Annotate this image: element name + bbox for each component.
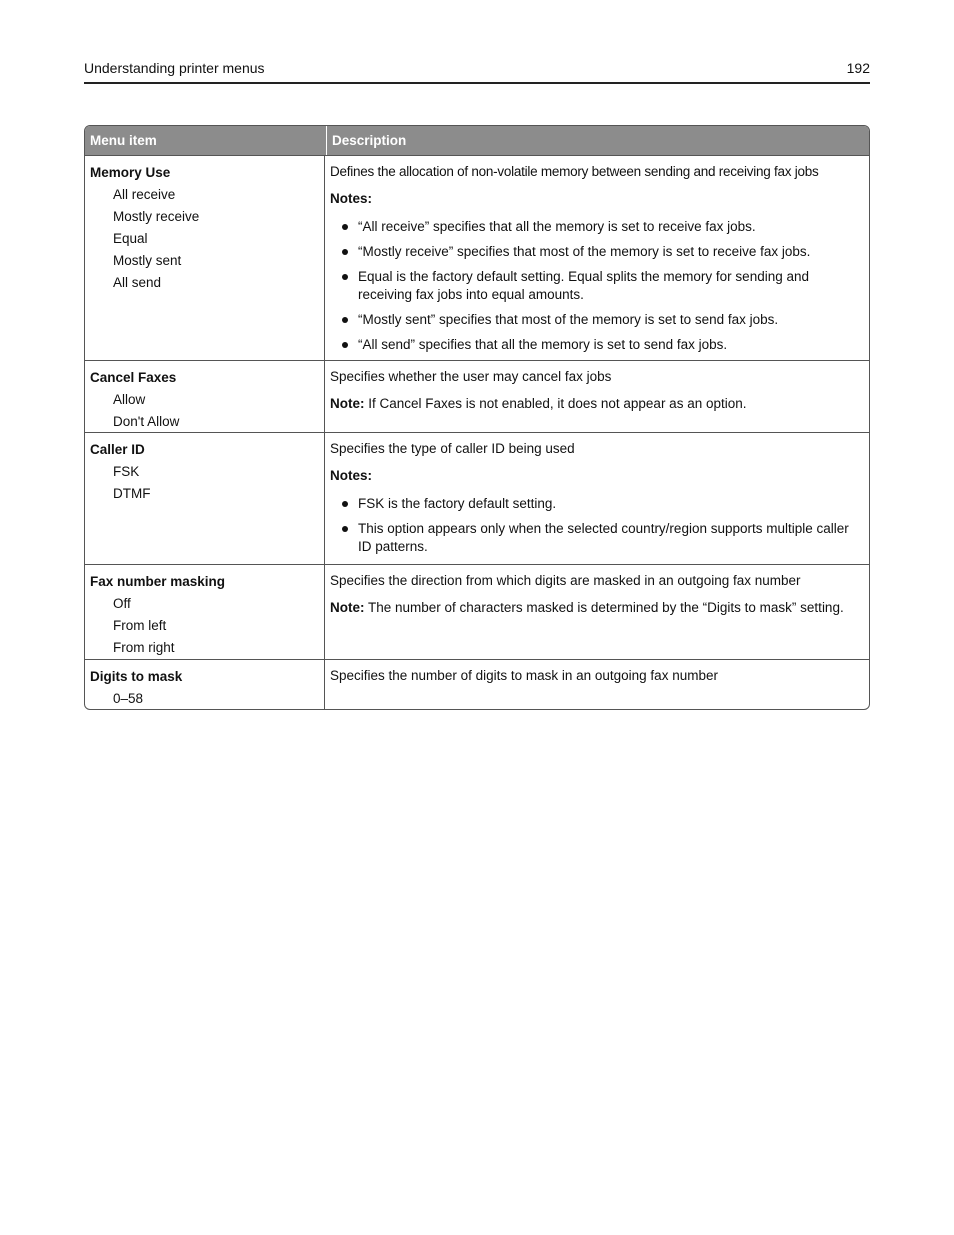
description-cell bbox=[325, 433, 869, 564]
note-label: Note: bbox=[330, 600, 365, 615]
menu-option: Equal bbox=[113, 231, 148, 246]
column-header-description: Description bbox=[332, 133, 407, 148]
note-text bbox=[330, 598, 864, 617]
menu-item-name: Memory Use bbox=[90, 165, 171, 180]
menu-option: Don't Allow bbox=[113, 414, 180, 429]
table-row bbox=[85, 564, 869, 659]
description-text: Specifies whether the user may cancel fax jobs bbox=[330, 369, 612, 384]
table-row bbox=[85, 155, 869, 360]
menu-option: Mostly receive bbox=[113, 209, 200, 224]
table-row bbox=[85, 659, 869, 709]
description-cell bbox=[325, 660, 869, 709]
menu-item-cell bbox=[85, 660, 325, 709]
menu-item-cell bbox=[85, 565, 325, 659]
note-item: “Mostly receive” specifies that most of the memory is set to receive fax jobs. bbox=[330, 243, 864, 261]
menu-option: Mostly sent bbox=[113, 253, 182, 268]
notes-list bbox=[330, 495, 864, 556]
description-text: Specifies the number of digits to mask in an outgoing fax number bbox=[330, 668, 718, 683]
menu-item-cell bbox=[85, 433, 325, 564]
menu-item-cell bbox=[85, 361, 325, 432]
notes-list bbox=[330, 218, 864, 354]
description-cell bbox=[325, 156, 869, 360]
menu-option: FSK bbox=[113, 464, 140, 479]
menu-option: Off bbox=[113, 596, 131, 611]
note-item: “Mostly sent” specifies that most of the memory is set to send fax jobs. bbox=[330, 311, 864, 329]
note-text bbox=[330, 394, 864, 413]
menu-option: All send bbox=[113, 275, 162, 290]
menu-option: From right bbox=[113, 640, 175, 655]
menu-option: From left bbox=[113, 618, 167, 633]
menu-item-name: Caller ID bbox=[90, 442, 145, 457]
column-header-menu-item: Menu item bbox=[85, 126, 327, 155]
menu-item-name: Cancel Faxes bbox=[90, 370, 177, 385]
notes-label: Notes: bbox=[330, 468, 373, 483]
notes-label: Notes: bbox=[330, 191, 373, 206]
note-item: “All receive” specifies that all the memory is set to receive fax jobs. bbox=[330, 218, 864, 236]
note-body: If Cancel Faxes is not enabled, it does not appear as an option. bbox=[364, 396, 747, 411]
note-item: “All send” specifies that all the memory is set to send fax jobs. bbox=[330, 336, 864, 354]
note-item: Equal is the factory default setting. Equal splits the memory for sending and receiving fax jobs into equal amounts. bbox=[330, 268, 864, 304]
note-body: The number of characters masked is determined by the “Digits to mask” setting. bbox=[364, 600, 844, 615]
menu-option: All receive bbox=[113, 187, 176, 202]
menu-item-cell bbox=[85, 156, 325, 360]
menu-option: 0–58 bbox=[113, 691, 144, 706]
table-header bbox=[85, 126, 869, 155]
menu-table bbox=[84, 125, 870, 710]
table-row bbox=[85, 360, 869, 432]
menu-item-name: Fax number masking bbox=[90, 574, 226, 589]
header-title: Understanding printer menus bbox=[84, 60, 265, 76]
menu-item-name: Digits to mask bbox=[90, 669, 183, 684]
page-number: 192 bbox=[846, 60, 870, 76]
description-text: Specifies the direction from which digits are masked in an outgoing fax number bbox=[330, 573, 801, 588]
description-text: Defines the allocation of non-volatile memory between sending and receiving fax jobs bbox=[330, 164, 819, 179]
note-item: FSK is the factory default setting. bbox=[330, 495, 864, 513]
page-header bbox=[84, 60, 870, 84]
menu-option: DTMF bbox=[113, 486, 151, 501]
description-cell bbox=[325, 361, 869, 432]
table-row bbox=[85, 432, 869, 564]
menu-option: Allow bbox=[113, 392, 146, 407]
note-label: Note: bbox=[330, 396, 365, 411]
note-item: This option appears only when the selected country/region supports multiple caller ID patterns. bbox=[330, 520, 864, 556]
description-text: Specifies the type of caller ID being used bbox=[330, 441, 575, 456]
description-cell bbox=[325, 565, 869, 659]
